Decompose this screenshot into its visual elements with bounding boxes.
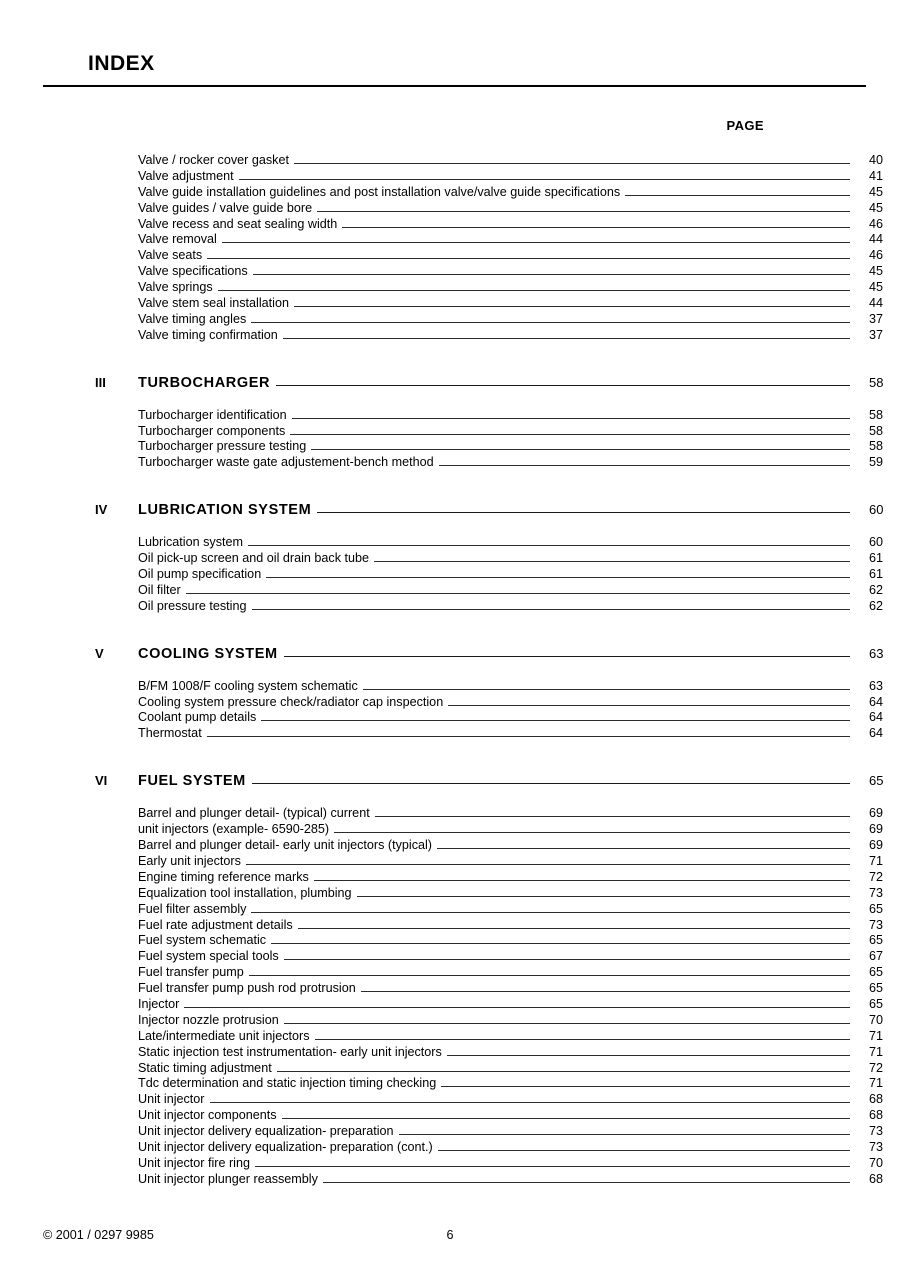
index-entry-page-number: 73	[869, 917, 884, 932]
index-entry-label: Oil pick-up screen and oil drain back tube	[138, 551, 370, 566]
leader-line	[298, 917, 850, 929]
section-entries-spacer	[0, 664, 909, 678]
index-entry-page-number: 64	[869, 726, 884, 741]
leader-line	[438, 1139, 850, 1151]
index-entry-label: Barrel and plunger detail- (typical) current	[138, 806, 370, 821]
leader-line	[261, 709, 850, 721]
index-entry-label: Engine timing reference marks	[138, 869, 309, 884]
index-entry-page-number: 71	[869, 853, 884, 868]
index-entry-page-number: 46	[869, 248, 884, 263]
index-entry-page-number: 73	[869, 1139, 884, 1154]
leader-line	[251, 901, 850, 913]
index-entry-page-number: 65	[869, 901, 884, 916]
index-entry-row[interactable]	[0, 1012, 909, 1028]
leader-line	[253, 263, 850, 275]
index-entry-label: Static timing adjustment	[138, 1060, 272, 1075]
index-group	[0, 644, 909, 742]
index-entry-list	[0, 152, 909, 1187]
index-entry-row[interactable]	[0, 1060, 909, 1076]
leader-line	[294, 152, 850, 164]
index-entry-row[interactable]	[0, 869, 909, 885]
index-entry-page-number: 46	[869, 216, 884, 231]
leader-line	[251, 311, 850, 323]
leader-line	[439, 454, 850, 466]
footer-page-number: 6	[446, 1228, 454, 1242]
section-entries-spacer	[0, 791, 909, 805]
index-entry-label: Unit injector delivery equalization- preparation (cont.)	[138, 1139, 433, 1154]
section-spacer	[0, 470, 909, 500]
index-entry-page-number: 61	[869, 551, 884, 566]
index-entry-row[interactable]	[0, 821, 909, 837]
header-divider	[43, 85, 866, 87]
section-page-number: 63	[869, 645, 884, 661]
index-entry-label: Valve springs	[138, 280, 213, 295]
leader-line	[284, 1012, 850, 1024]
index-entry-row[interactable]	[0, 1107, 909, 1123]
index-entry-label: Unit injector	[138, 1092, 205, 1107]
leader-line	[277, 1060, 850, 1072]
index-entry-page-number: 71	[869, 1028, 884, 1043]
leader-line	[222, 231, 850, 243]
leader-line	[284, 948, 850, 960]
index-entry-row[interactable]	[0, 917, 909, 933]
leader-line	[374, 550, 850, 562]
leader-line	[207, 247, 850, 259]
index-entry-label: B/FM 1008/F cooling system schematic	[138, 678, 358, 693]
index-entry-page-number: 58	[869, 439, 884, 454]
section-roman-numeral: IV	[95, 502, 108, 518]
leader-line	[255, 1155, 850, 1167]
index-entry-page-number: 68	[869, 1092, 884, 1107]
index-entry-row[interactable]	[0, 853, 909, 869]
index-entry-page-number: 44	[869, 296, 884, 311]
index-entry-label: Lubrication system	[138, 535, 243, 550]
index-entry-page-number: 73	[869, 1124, 884, 1139]
index-entry-label: Valve timing confirmation	[138, 327, 278, 342]
section-spacer	[0, 741, 909, 771]
index-entry-row[interactable]	[0, 598, 909, 614]
index-entry-row[interactable]	[0, 184, 909, 200]
index-entry-row[interactable]	[0, 247, 909, 263]
index-entry-page-number: 70	[869, 1155, 884, 1170]
index-entry-page-number: 71	[869, 1044, 884, 1059]
leader-line	[292, 407, 850, 419]
leader-line	[271, 932, 850, 944]
index-entry-label: Injector nozzle protrusion	[138, 1012, 279, 1027]
index-entry-row[interactable]	[0, 263, 909, 279]
index-entry-label: Late/intermediate unit injectors	[138, 1028, 310, 1043]
index-entry-label: Valve adjustment	[138, 168, 234, 183]
leader-line	[357, 885, 850, 897]
index-entry-row[interactable]	[0, 948, 909, 964]
leader-line	[184, 996, 850, 1008]
index-entry-page-number: 60	[869, 535, 884, 550]
index-entry-page-number: 71	[869, 1076, 884, 1091]
index-entry-page-number: 37	[869, 327, 884, 342]
index-entry-label: Equalization tool installation, plumbing	[138, 885, 352, 900]
index-entry-row[interactable]	[0, 1171, 909, 1187]
index-entry-row[interactable]	[0, 1155, 909, 1171]
index-entry-row[interactable]	[0, 1139, 909, 1155]
footer-copyright: © 2001 / 0297 9985	[43, 1228, 154, 1242]
index-entry-row[interactable]	[0, 1123, 909, 1139]
section-spacer	[0, 343, 909, 373]
section-title: FUEL SYSTEM	[138, 773, 246, 790]
section-roman-numeral: V	[95, 645, 104, 661]
section-entries-spacer	[0, 520, 909, 534]
index-group	[0, 152, 909, 343]
index-entry-page-number: 65	[869, 996, 884, 1011]
index-entry-page-number: 73	[869, 885, 884, 900]
leader-line	[311, 438, 850, 450]
leader-line	[284, 644, 850, 658]
index-entry-label: Thermostat	[138, 726, 202, 741]
leader-line	[317, 200, 850, 212]
index-entry-label: Valve / rocker cover gasket	[138, 153, 289, 167]
index-entry-label: Valve timing angles	[138, 311, 247, 326]
index-entry-label: Fuel transfer pump	[138, 965, 244, 980]
index-entry-label: Turbocharger waste gate adjustement-bench method	[138, 455, 434, 470]
index-entry-label: Fuel filter assembly	[138, 901, 247, 916]
index-entry-page-number: 65	[869, 933, 884, 948]
leader-line	[315, 1028, 850, 1040]
index-entry-page-number: 68	[869, 1171, 884, 1186]
index-entry-page-number: 59	[869, 455, 884, 470]
index-entry-label: Turbocharger pressure testing	[138, 439, 307, 454]
leader-line	[218, 279, 850, 291]
index-entry-row[interactable]	[0, 837, 909, 853]
index-entry-page-number: 61	[869, 567, 884, 582]
index-entry-row[interactable]	[0, 168, 909, 184]
leader-line	[399, 1123, 850, 1135]
index-entry-row[interactable]	[0, 678, 909, 694]
leader-line	[210, 1091, 851, 1103]
leader-line	[252, 771, 850, 785]
index-entry-row[interactable]	[0, 454, 909, 470]
index-entry-label: Unit injector fire ring	[138, 1155, 250, 1170]
index-entry-row[interactable]	[0, 725, 909, 741]
leader-line	[448, 694, 850, 706]
index-entry-row[interactable]	[0, 279, 909, 295]
index-entry-row[interactable]	[0, 438, 909, 454]
index-entry-label: Valve specifications	[138, 264, 248, 279]
index-entry-label: Valve recess and seat sealing width	[138, 216, 338, 231]
index-entry-row[interactable]	[0, 885, 909, 901]
section-page-number: 65	[869, 773, 884, 789]
index-entry-label: Unit injector delivery equalization- preparation	[138, 1124, 394, 1139]
section-title: COOLING SYSTEM	[138, 645, 278, 662]
leader-line	[342, 216, 850, 228]
index-entry-page-number: 45	[869, 200, 884, 215]
index-entry-label: Coolant pump details	[138, 710, 257, 725]
index-entry-row[interactable]	[0, 200, 909, 216]
leader-line	[294, 295, 850, 307]
leader-line	[361, 980, 850, 992]
index-entry-label: Valve removal	[138, 232, 217, 247]
index-entry-row[interactable]	[0, 311, 909, 327]
page-title: INDEX	[88, 52, 155, 75]
index-entry-label: Unit injector plunger reassembly	[138, 1171, 318, 1186]
index-entry-row[interactable]	[0, 694, 909, 710]
index-entry-row[interactable]	[0, 980, 909, 996]
index-entry-page-number: 69	[869, 838, 884, 853]
section-roman-numeral: III	[95, 374, 106, 390]
leader-line	[252, 598, 851, 610]
leader-line	[625, 184, 850, 196]
index-entry-label: Turbocharger identification	[138, 407, 287, 422]
section-heading-row[interactable]	[0, 771, 909, 791]
index-entry-row[interactable]	[0, 1044, 909, 1060]
leader-line	[186, 582, 850, 594]
index-group	[0, 373, 909, 471]
leader-line	[323, 1171, 850, 1183]
index-entry-row[interactable]	[0, 534, 909, 550]
index-entry-row[interactable]	[0, 1091, 909, 1107]
index-entry-row[interactable]	[0, 423, 909, 439]
index-entry-page-number: 64	[869, 694, 884, 709]
leader-line	[363, 678, 850, 690]
index-entry-page-number: 58	[869, 423, 884, 438]
index-entry-label: Fuel system schematic	[138, 933, 267, 948]
index-entry-page-number: 69	[869, 822, 884, 837]
index-entry-page-number: 58	[869, 407, 884, 422]
index-entry-page-number: 45	[869, 264, 884, 279]
index-entry-page-number: 63	[869, 678, 884, 693]
index-entry-page-number: 65	[869, 965, 884, 980]
index-entry-label: Valve stem seal installation	[138, 296, 289, 311]
index-entry-page-number: 64	[869, 710, 884, 725]
index-entry-label: Fuel rate adjustment details	[138, 917, 293, 932]
leader-line	[249, 964, 850, 976]
index-entry-page-number: 41	[869, 168, 884, 183]
section-page-number: 60	[869, 502, 884, 518]
index-entry-label: Oil pressure testing	[138, 598, 247, 613]
index-entry-page-number: 62	[869, 582, 884, 597]
index-entry-row[interactable]	[0, 964, 909, 980]
leader-line	[437, 837, 850, 849]
index-entry-row[interactable]	[0, 1028, 909, 1044]
index-entry-page-number: 44	[869, 232, 884, 247]
index-entry-label: Injector	[138, 996, 180, 1011]
index-entry-label: Cooling system pressure check/radiator cap inspection	[138, 694, 444, 709]
index-entry-label: Fuel system special tools	[138, 949, 279, 964]
index-entry-label: Tdc determination and static injection timing checking	[138, 1076, 437, 1091]
leader-line	[239, 168, 850, 180]
index-entry-label: Valve guide installation guidelines and post installation valve/valve guide specifications	[138, 184, 621, 199]
index-entry-row[interactable]	[0, 582, 909, 598]
index-entry-label: Early unit injectors	[138, 853, 241, 868]
index-entry-label: Unit injector components	[138, 1108, 277, 1123]
index-entry-row[interactable]	[0, 295, 909, 311]
index-entry-row[interactable]	[0, 407, 909, 423]
leader-line	[317, 500, 850, 514]
index-entry-row[interactable]	[0, 996, 909, 1012]
leader-line	[248, 534, 850, 546]
index-entry-label: Fuel transfer pump push rod protrusion	[138, 981, 356, 996]
leader-line	[290, 423, 850, 435]
index-entry-label: Valve seats	[138, 248, 203, 263]
index-entry-row[interactable]	[0, 550, 909, 566]
leader-line	[276, 373, 850, 387]
index-entry-label: Oil filter	[138, 582, 181, 597]
index-entry-row[interactable]	[0, 566, 909, 582]
index-entry-row[interactable]	[0, 1075, 909, 1091]
index-entry-page-number: 62	[869, 598, 884, 613]
leader-line	[207, 725, 850, 737]
index-entry-page-number: 37	[869, 311, 884, 326]
section-entries-spacer	[0, 393, 909, 407]
index-entry-page-number: 65	[869, 981, 884, 996]
leader-line	[266, 566, 850, 578]
index-group	[0, 500, 909, 613]
leader-line	[283, 327, 850, 339]
leader-line	[441, 1075, 850, 1087]
leader-line	[334, 821, 850, 833]
index-entry-label: Static injection test instrumentation- early unit injectors	[138, 1044, 442, 1059]
index-entry-row[interactable]	[0, 901, 909, 917]
index-entry-label: Oil pump specification	[138, 567, 262, 582]
section-title: TURBOCHARGER	[138, 374, 271, 391]
index-entry-label: Barrel and plunger detail- early unit injectors (typical)	[138, 838, 432, 853]
section-title: LUBRICATION SYSTEM	[138, 502, 312, 519]
page-column-header: PAGE	[726, 118, 764, 133]
section-heading-row[interactable]	[0, 644, 909, 664]
leader-line	[246, 853, 850, 865]
index-entry-page-number: 67	[869, 949, 884, 964]
index-entry-row[interactable]	[0, 327, 909, 343]
index-entry-row[interactable]	[0, 152, 909, 168]
leader-line	[314, 869, 850, 881]
index-entry-row[interactable]	[0, 231, 909, 247]
section-page-number: 58	[869, 374, 884, 390]
index-entry-page-number: 69	[869, 806, 884, 821]
index-entry-row[interactable]	[0, 709, 909, 725]
index-entry-row[interactable]	[0, 805, 909, 821]
section-heading-row[interactable]	[0, 500, 909, 520]
index-entry-row[interactable]	[0, 216, 909, 232]
section-roman-numeral: VI	[95, 773, 108, 789]
index-entry-page-number: 68	[869, 1108, 884, 1123]
index-group	[0, 771, 909, 1186]
index-entry-page-number: 70	[869, 1012, 884, 1027]
index-entry-page-number: 45	[869, 280, 884, 295]
index-entry-page-number: 72	[869, 1060, 884, 1075]
index-entry-page-number: 45	[869, 184, 884, 199]
index-entry-page-number: 40	[869, 153, 884, 167]
index-entry-row[interactable]	[0, 932, 909, 948]
index-entry-label: Valve guides / valve guide bore	[138, 200, 313, 215]
section-spacer	[0, 614, 909, 644]
section-heading-row[interactable]	[0, 373, 909, 393]
leader-line	[282, 1107, 850, 1119]
index-entry-page-number: 72	[869, 869, 884, 884]
index-entry-label: unit injectors (example- 6590-285)	[138, 822, 330, 837]
leader-line	[375, 805, 850, 817]
leader-line	[447, 1044, 850, 1056]
index-entry-label: Turbocharger components	[138, 423, 286, 438]
